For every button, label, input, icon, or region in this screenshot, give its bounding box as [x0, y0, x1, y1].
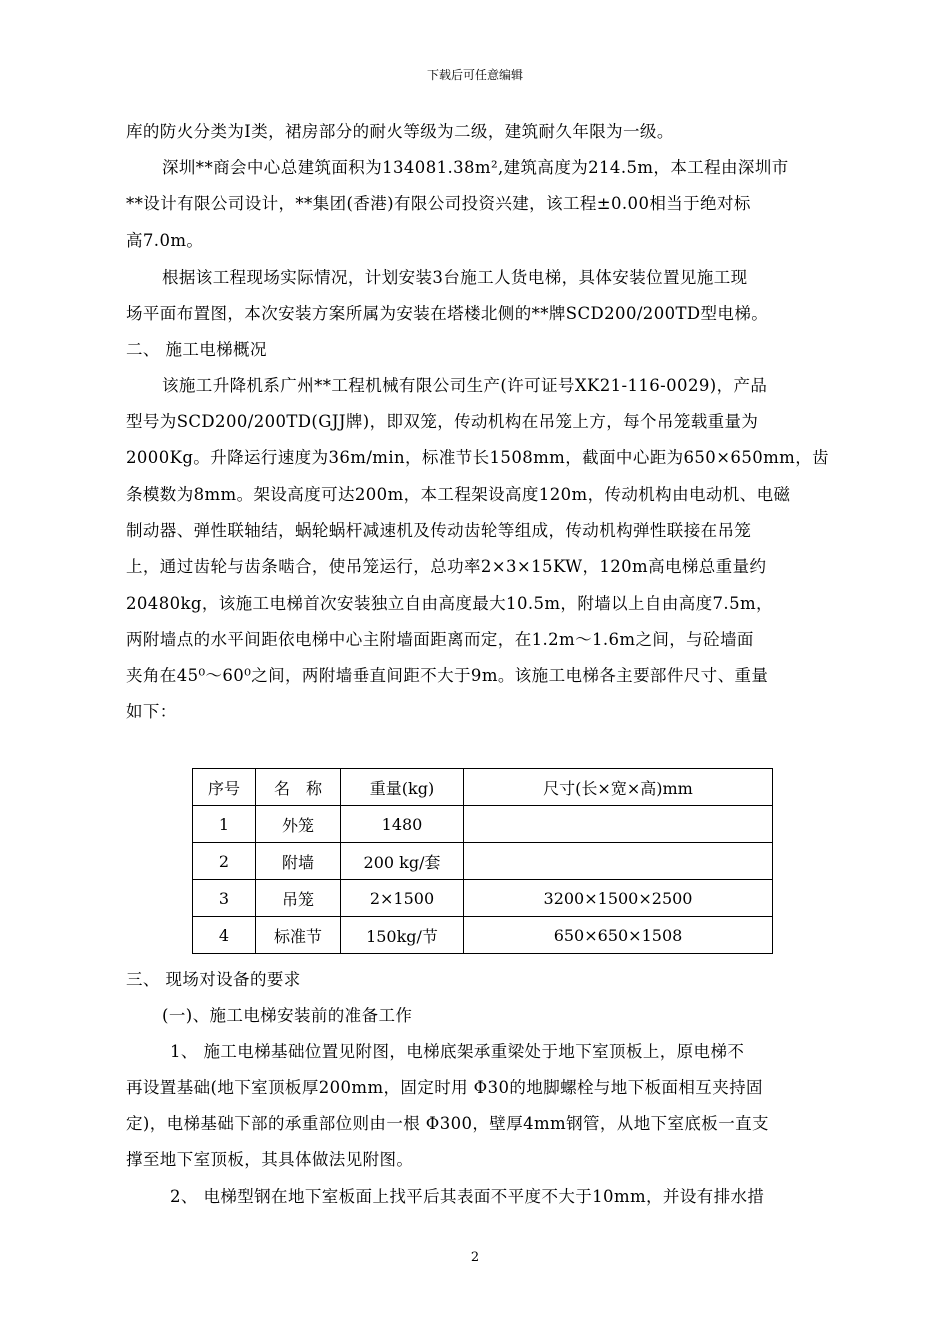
table-header-cell: 名 称 [256, 769, 341, 806]
body-line: 撑至地下室顶板，其具体做法见附图。 [126, 1150, 414, 1169]
table-cell: 200 kg/套 [341, 843, 464, 880]
table-cell [464, 806, 773, 843]
table-header-row [193, 769, 773, 806]
body-line: **设计有限公司设计，**集团(香港)有限公司投资兴建，该工程±0.00相当于绝对标 [126, 194, 751, 213]
body-line: 两附墙点的水平间距依电梯中心主附墙面距离而定，在1.2m～1.6m之间，与砼墙面 [126, 630, 754, 649]
table-cell: 吊笼 [256, 880, 341, 917]
table-cell: 4 [193, 917, 256, 954]
body-line: 型号为SCD200/200TD(GJJ牌)，即双笼，传动机构在吊笼上方，每个吊笼载重量为 [126, 412, 759, 431]
body-line: 夹角在45⁰～60⁰之间，两附墙垂直间距不大于9m。该施工电梯各主要部件尺寸、重量 [126, 666, 769, 685]
subsection-heading: (一)、施工电梯安装前的准备工作 [162, 1006, 413, 1025]
table-cell [464, 843, 773, 880]
body-line: 1、 施工电梯基础位置见附图，电梯底架承重梁处于地下室顶板上，原电梯不 [170, 1042, 745, 1061]
table-cell: 1 [193, 806, 256, 843]
table-header-cell: 序号 [193, 769, 256, 806]
body-line: 20480kg，该施工电梯首次安装独立自由高度最大10.5m，附墙以上自由高度7.5m， [126, 594, 773, 613]
table-header-cell: 尺寸(长×宽×高)mm [464, 769, 773, 806]
body-line: 再设置基础(地下室顶板厚200mm，固定时用 Φ30的地脚螺栓与地下板面相互夹持固 [126, 1078, 763, 1097]
table-row [193, 880, 773, 917]
body-line: 场平面布置图，本次安装方案所属为安装在塔楼北侧的**牌SCD200/200TD型电梯。 [126, 304, 769, 323]
body-line: 2000Kg。升降运行速度为36m/min，标准节长1508mm，截面中心距为650×650mm，齿 [126, 448, 830, 467]
table-cell: 150kg/节 [341, 917, 464, 954]
section-heading: 三、 现场对设备的要求 [126, 970, 301, 989]
body-line: 2、 电梯型钢在地下室板面上找平后其表面不平度不大于10mm，并设有排水措 [170, 1187, 765, 1206]
table-cell: 3 [193, 880, 256, 917]
body-line: 高7.0m。 [126, 231, 204, 250]
table-cell: 1480 [341, 806, 464, 843]
table-cell: 2 [193, 843, 256, 880]
table-header-cell: 重量(kg) [341, 769, 464, 806]
body-line: 根据该工程现场实际情况，计划安装3台施工人货电梯，具体安装位置见施工现 [162, 268, 748, 287]
table-row [193, 917, 773, 954]
body-line: 如下： [126, 702, 177, 721]
table-cell: 3200×1500×2500 [464, 880, 773, 917]
body-line: 定)，电梯基础下部的承重部位则由一根 Φ300，壁厚4mm钢管，从地下室底板一直支 [126, 1114, 769, 1133]
table-row [193, 843, 773, 880]
component-table [192, 768, 773, 954]
table-cell: 2×1500 [341, 880, 464, 917]
table-cell: 外笼 [256, 806, 341, 843]
body-line: 该施工升降机系广州**工程机械有限公司生产(许可证号XK21-116-0029)，产品 [162, 376, 768, 395]
header-note: 下载后可任意编辑 [426, 68, 523, 82]
body-line: 库的防火分类为Ⅰ类，裙房部分的耐火等级为二级，建筑耐久年限为一级。 [126, 122, 674, 141]
table-cell: 650×650×1508 [464, 917, 773, 954]
body-line: 条模数为8mm。架设高度可达200m，本工程架设高度120m，传动机构由电动机、电磁 [126, 485, 791, 504]
table-row [193, 806, 773, 843]
body-line: 上，通过齿轮与齿条啮合，使吊笼运行，总功率2×3×15KW，120m高电梯总重量约 [126, 557, 767, 576]
table-cell: 标准节 [256, 917, 341, 954]
page-number: 2 [470, 1250, 480, 1265]
section-heading: 二、 施工电梯概况 [126, 340, 267, 359]
table-cell: 附墙 [256, 843, 341, 880]
body-line: 制动器、弹性联轴结，蜗轮蜗杆减速机及传动齿轮等组成，传动机构弹性联接在吊笼 [126, 521, 752, 540]
body-line: 深圳**商会中心总建筑面积为134081.38m²,建筑高度为214.5m，本工程由深圳市 [162, 158, 789, 177]
